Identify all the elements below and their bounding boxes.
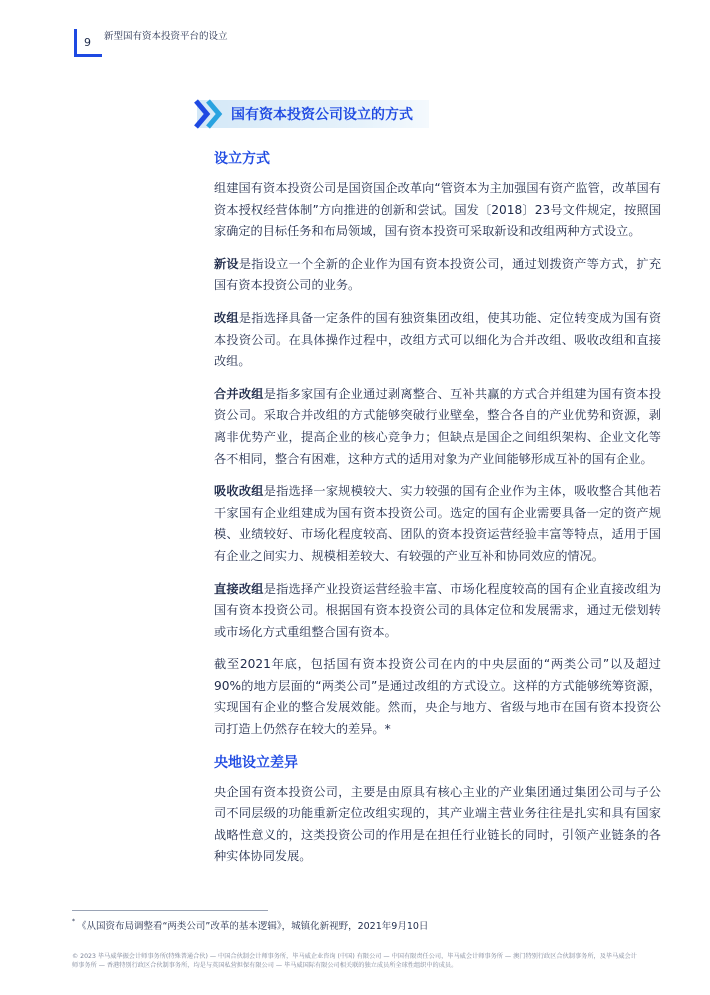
paragraph-text: 是指选择具备一定条件的国有独资集团改组，使其功能、定位转变成为国有资本投资公司。在具体操作过程中，改组方式可以细化为合并改组、吸收改组和直接改组。 [214, 310, 662, 369]
body-paragraph [214, 178, 661, 243]
body-paragraph [214, 481, 661, 567]
term-label: 吸收改组 [214, 484, 264, 499]
term-label: 新设 [214, 256, 239, 271]
paragraph-text: 截至2021年底，包括国有资本投资公司在内的中央层面的“两类公司”以及超过 90%的地方层面的“两类公司”是通过改组的方式设立。这样的方式能够统筹资源，实现国有企业的整合发展效能。然而，央企与地方、省级与地市在国有资本投资公司打造上仍然存在较大的差异。* [214, 657, 661, 737]
subsection-heading: 央地设立差异 [214, 754, 298, 771]
footnote-text: 《从国资布局调整看“两类公司”改革的基本逻辑》，城镇化新视野，2021年9月10日 [77, 921, 429, 932]
page-number: 9 [84, 36, 91, 49]
paragraph-text: 是指设立一个全新的企业作为国有资本投资公司，通过划拨资产等方式，扩充国有资本投资公司的业务。 [214, 256, 662, 293]
subsection-heading: 设立方式 [214, 151, 270, 167]
footnote [72, 918, 632, 932]
paragraph-text: 央企国有资本投资公司，主要是由原具有核心主业的产业集团通过集团公司与子公司不同层级的功能重新定位改组实现的，其产业端主营业务往往是扎实和具有国家战略性意义的，这类投资公司的作用是在担任行业链长的同时，引领产业链条的各种实体协同发展。 [214, 784, 661, 864]
footnote-divider [72, 910, 268, 911]
body-paragraph [214, 782, 661, 868]
body-paragraph [214, 308, 661, 373]
paragraph-text: 是指选择一家规模较大、实力较强的国有企业作为主体，吸收整合其他若干家国有企业组建成为国有资本投资公司。选定的国有企业需要具备一定的资产规模、业绩较好、市场化程度较高、团队的资本投资运营经验丰富等特点，适用于国有企业之间实力、规模相差较大、有较强的产业互补和协同效应的情况。 [214, 484, 662, 563]
body-paragraph [214, 384, 661, 470]
term-label: 改组 [214, 310, 239, 325]
section-title: 国有资本投资公司设立的方式 [231, 107, 413, 123]
paragraph-text: 是指多家国有企业通过剥离整合、互补共赢的方式合并组建为国有资本投资公司。采取合并改组的方式能够突破行业壁垒，整合各自的产业优势和资源，剥离非优势产业，提高企业的核心竞争力；但缺点是国企之间组织架构、企业文化等各不相同，整合有困难，这种方式的适用对象为产业间能够形成互补的国有企业。 [214, 386, 662, 466]
legal-notice: © 2023 毕马威华振会计师事务所(特殊普通合伙) — 中国合伙制会计师事务所，毕马威企业咨询 (中国) 有限公司 — 中国有限责任公司，毕马威会计师事务所 — 澳门特别行政区合伙制事务所，及毕马威会计师事务所 — 香港特别行政区合伙制事务所，均是与英国私营担保有限公司 — 毕马威国际有限公司相关联的独立成员所全球性组织中的成员。 [72, 953, 637, 969]
body-paragraph [214, 579, 661, 644]
paragraph-text: 组建国有资本投资公司是国资国企改革向“管资本为主加强国有资产监管，改革国有资本授权经营体制”方向推进的创新和尝试。国发〔2018〕23号文件规定，按照国家确定的目标任务和布局领域，国有资本投资可采取新设和改组两种方式设立。 [214, 181, 661, 239]
body-paragraph [214, 254, 661, 297]
term-label: 直接改组 [214, 581, 264, 596]
term-label: 合并改组 [214, 386, 264, 401]
body-paragraph [214, 654, 661, 740]
footnote-marker: * [72, 918, 75, 925]
running-header-title: 新型国有资本投资平台的设立 [104, 31, 228, 42]
double-chevron-right-icon [192, 98, 228, 130]
paragraph-text: 是指选择产业投资运营经验丰富、市场化程度较高的国有企业直接改组为国有资本投资公司。根据国有资本投资公司的具体定位和发展需求，通过无偿划转或市场化方式重组整合国有资本。 [214, 581, 662, 639]
main-content [214, 148, 661, 879]
